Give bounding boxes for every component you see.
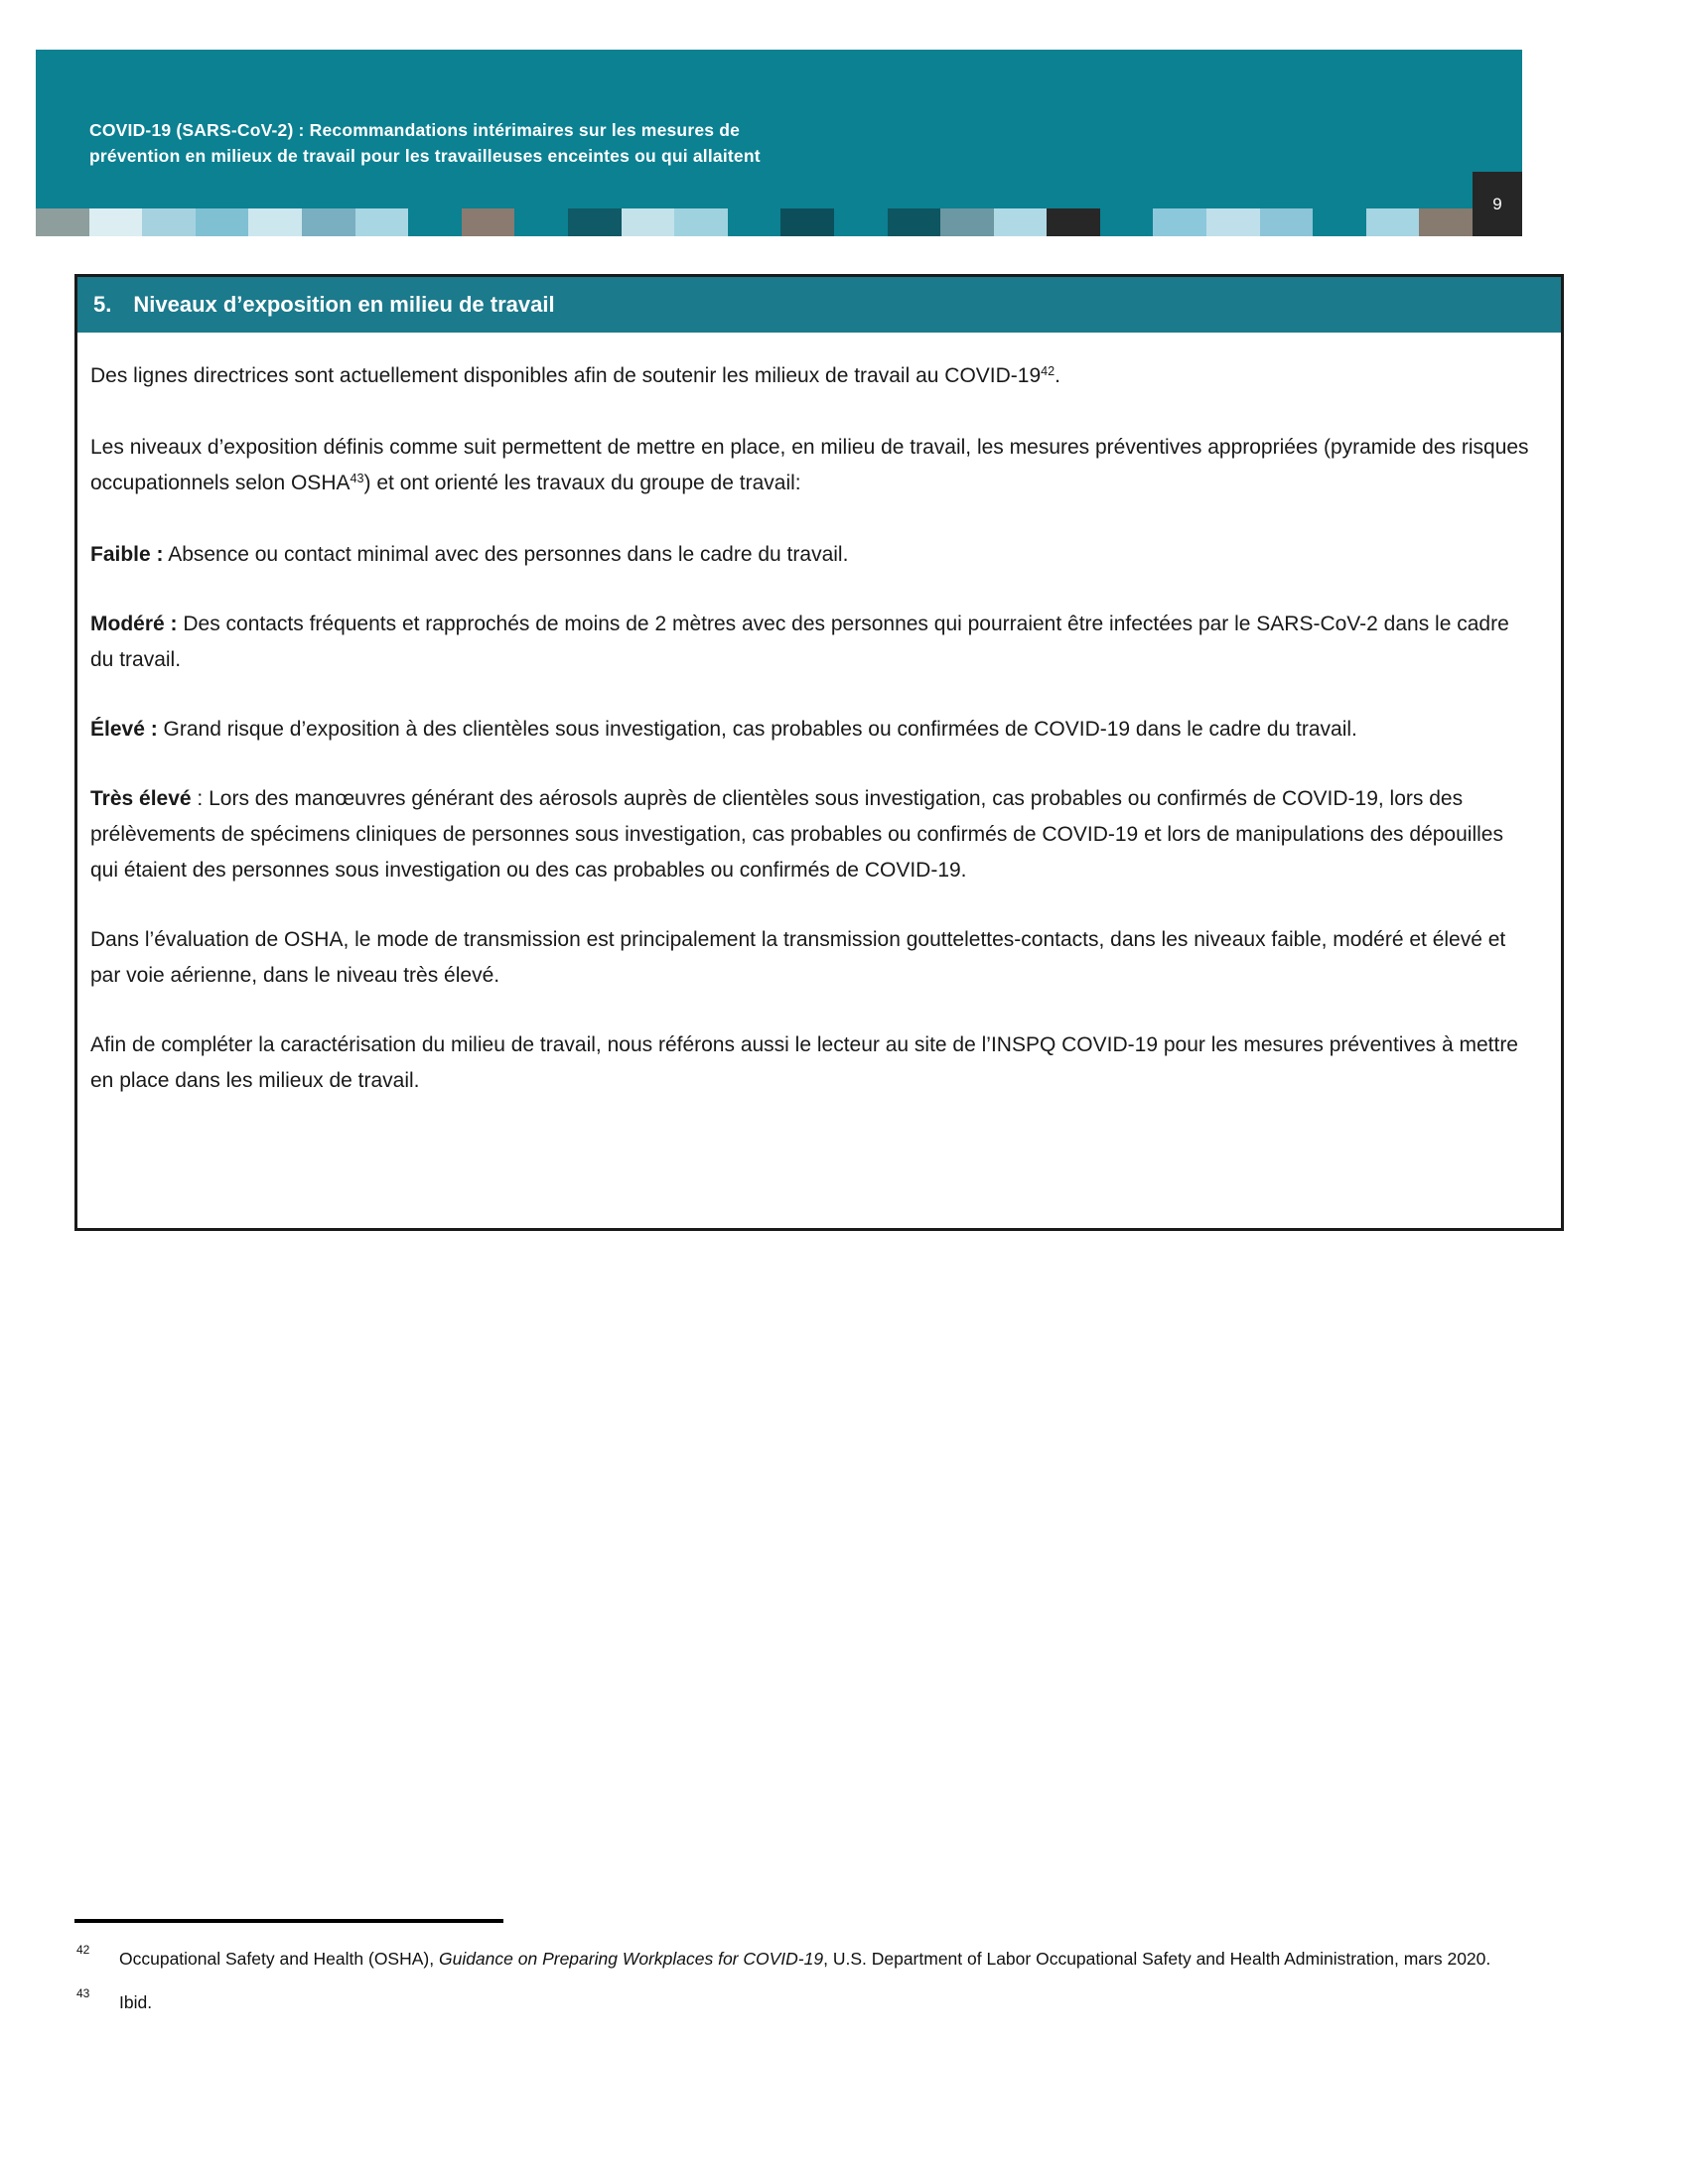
box-body	[77, 333, 1561, 1099]
document-title-line2: prévention en milieux de travail pour les travailleuses enceintes ou qui allaitent	[89, 146, 761, 166]
strip-tile	[1153, 208, 1206, 236]
text-run: Des lignes directrices sont actuellement disponibles afin de soutenir les milieux de travail au COVID-19	[90, 364, 1042, 387]
page-number: 9	[1492, 194, 1502, 213]
header-band	[36, 50, 1522, 208]
paragraph	[90, 430, 1535, 503]
text-run: Ibid.	[119, 1992, 153, 2012]
text-run: Des contacts fréquents et rapprochés de moins de 2 mètres avec des personnes qui pourraient être infectées par le SARS-CoV-2 dans le cadre du travail.	[90, 613, 1509, 671]
section-title-bar	[77, 277, 1561, 333]
strip-tile	[514, 208, 568, 236]
paragraph	[90, 922, 1535, 994]
footnote-text	[119, 1944, 1564, 1974]
strip-tile	[1366, 208, 1420, 236]
strip-tile	[994, 208, 1048, 236]
strip-tile	[248, 208, 302, 236]
text-run: Modéré :	[90, 613, 178, 635]
text-run: ) et ont orienté les travaux du groupe de travail:	[363, 472, 801, 494]
text-run: Dans l’évaluation de OSHA, le mode de transmission est principalement la transmission gouttelettes-contacts, dans les niveaux faible, modéré et élevé et par voie aérienne, dans le niveau très élevé.	[90, 928, 1506, 987]
paragraph	[90, 781, 1535, 888]
footnotes-list	[74, 1944, 1564, 2031]
strip-tile	[888, 208, 941, 236]
document-title-line1: COVID-19 (SARS-CoV-2) : Recommandations intérimaires sur les mesures de	[89, 120, 741, 140]
footnote-reference: 42	[1041, 364, 1055, 379]
paragraph	[90, 1027, 1535, 1099]
strip-tile	[674, 208, 728, 236]
strip-tile	[1419, 208, 1473, 236]
footnote-text	[119, 1987, 1564, 2017]
strip-tile	[780, 208, 834, 236]
strip-tile	[302, 208, 355, 236]
text-run: , U.S. Department of Labor Occupational Safety and Health Administration, mars 2020.	[823, 1949, 1491, 1969]
footnote-number: 42	[76, 1943, 90, 1957]
text-run: Afin de compléter la caractérisation du milieu de travail, nous référons aussi le lecteur au site de l’INSPQ COVID-19 pour les mesures préventives à mettre en place dans les milieux de travail.	[90, 1033, 1518, 1092]
text-run: Les niveaux d’exposition définis comme suit permettent de mettre en place, en milieu de travail, les mesures préventives appropriées (pyramide des risques occupationnels selon OSHA	[90, 436, 1529, 494]
page-number-box	[1473, 172, 1522, 236]
footnote	[74, 1944, 1564, 1974]
section-title: Niveaux d’exposition en milieu de travail	[133, 292, 555, 317]
strip-tile	[89, 208, 143, 236]
strip-tile	[1100, 208, 1154, 236]
paragraph	[90, 537, 1535, 573]
strip-tile	[1260, 208, 1314, 236]
strip-tile	[622, 208, 675, 236]
footnote-rule	[74, 1919, 503, 1923]
text-run: Absence ou contact minimal avec des personnes dans le cadre du travail.	[163, 543, 849, 566]
strip-tile	[834, 208, 888, 236]
footnote-reference: 43	[350, 472, 364, 486]
strip-tile	[568, 208, 622, 236]
paragraph	[90, 358, 1535, 396]
strip-tile	[1206, 208, 1260, 236]
strip-tile	[36, 208, 89, 236]
strip-tile	[355, 208, 409, 236]
text-run: Occupational Safety and Health (OSHA),	[119, 1949, 439, 1969]
strip-tile	[1313, 208, 1366, 236]
strip-tile	[728, 208, 781, 236]
text-run: Guidance on Preparing Workplaces for COVID-19	[438, 1949, 824, 1969]
document-title	[89, 117, 761, 169]
text-run: Élevé :	[90, 718, 158, 741]
color-strip	[36, 208, 1473, 236]
footnote	[74, 1987, 1564, 2017]
strip-tile	[196, 208, 249, 236]
paragraph	[90, 712, 1535, 748]
paragraph	[90, 607, 1535, 678]
strip-tile	[142, 208, 196, 236]
text-run: Grand risque d’exposition à des clientèles sous investigation, cas probables ou confirmées de COVID-19 dans le cadre du travail.	[157, 718, 1357, 741]
strip-tile	[462, 208, 515, 236]
strip-tile	[408, 208, 462, 236]
section-box	[74, 274, 1564, 1231]
strip-tile	[1047, 208, 1100, 236]
footnote-number: 43	[76, 1986, 90, 2000]
text-run: Très élevé	[90, 787, 192, 810]
text-run: Faible :	[90, 543, 164, 566]
text-run: .	[1055, 364, 1060, 387]
section-number: 5.	[93, 292, 112, 317]
text-run: : Lors des manœuvres générant des aérosols auprès de clientèles sous investigation, cas probables ou confirmés de COVID-19, lors des prélèvements de spécimens cliniques de personnes sous investigation, cas probables ou confirmés de COVID-19 et lors de manipulations des dépouilles qui étaient des personnes sous investigation ou des cas probables ou confirmés de COVID-19.	[90, 787, 1503, 882]
strip-tile	[940, 208, 994, 236]
